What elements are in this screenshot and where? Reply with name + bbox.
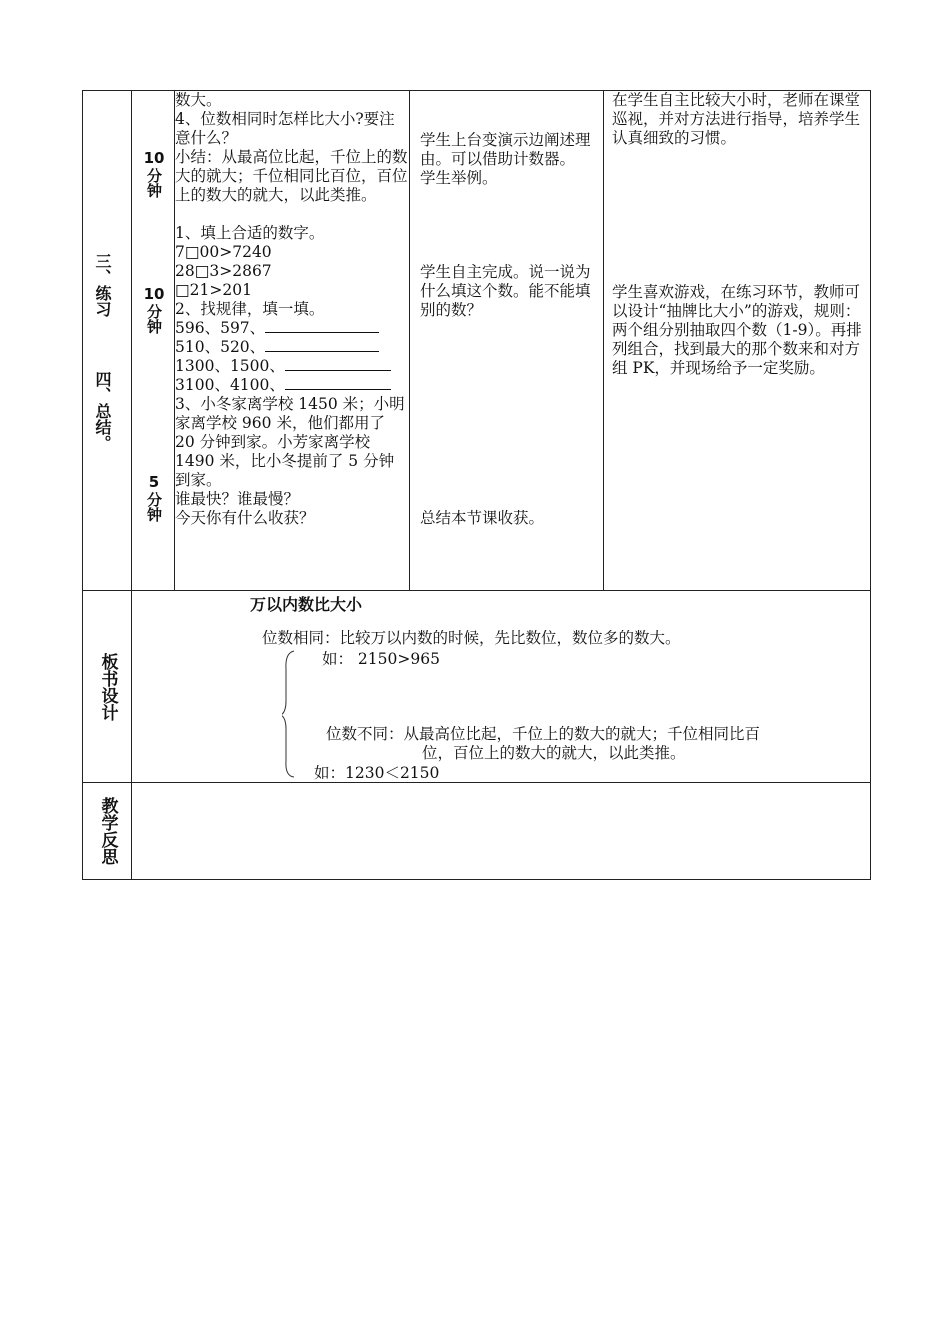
- reflection-label: 教学反思: [97, 797, 118, 865]
- board-content-cell: [132, 591, 871, 783]
- board-example-2: 如：1230＜2150: [314, 764, 440, 782]
- time-1-unit: 分钟: [145, 168, 163, 198]
- stage-cell: [83, 91, 132, 591]
- board-label-cell: [83, 591, 132, 783]
- teaching-content-cell: [175, 91, 410, 591]
- design-intent-cell: [604, 91, 871, 591]
- time-1-minutes: 10: [143, 149, 165, 167]
- time-2-minutes: 10: [143, 285, 165, 303]
- reflection-label-cell: [83, 783, 132, 880]
- student-activity-cell: [410, 91, 604, 591]
- time-block-2: [140, 284, 168, 334]
- exercise-2-item-3: 1300、1500、: [175, 357, 409, 376]
- student-activity-2: 学生举例。: [420, 169, 498, 187]
- time-block-1: [140, 148, 168, 198]
- reflection-content-cell[interactable]: [132, 783, 871, 880]
- stage-summary-label: 四、总结。: [93, 371, 112, 451]
- board-rule-diff-digits-1: 位数不同：从最高位比起，千位上的数大的就大；千位相同比百: [326, 725, 761, 743]
- content-summary: 小结：从最高位比起，千位上的数大的就大；千位相同比百位，百位上的数大的就大，以此类推。: [175, 148, 408, 204]
- reflection-row: [83, 783, 871, 880]
- board-title: 万以内数比大小: [250, 595, 363, 614]
- time-2-unit: 分钟: [145, 304, 163, 334]
- exercise-1-item-1: 7□00>7240: [175, 243, 272, 261]
- design-note-2: 学生喜欢游戏，在练习环节，教师可以设计“抽牌比大小”的游戏，规则：两个组分别抽取四个数（1-9）。再排列组合，找到最大的那个数来和对方组 PK，并现场给予一定奖励。: [612, 283, 862, 377]
- stage-practice-label: 三、练习: [93, 253, 112, 317]
- exercise-2-item-2: 510、520、: [175, 338, 409, 357]
- board-example-1: 如： 2150>965: [322, 650, 440, 668]
- exercise-3-text: 3、小冬家离学校 1450 米；小明家离学校 960 米，他们都用了 20 分钟到家。小芳家离学校 1490 米，比小冬提前了 5 分钟到家。: [175, 395, 405, 489]
- board-rule-diff-digits-2: 位，百位上的数大的就大，以此类推。: [422, 744, 686, 762]
- student-activity-1: 学生上台变演示边阐述理由。可以借助计数器。: [420, 131, 591, 168]
- exercise-1-item-2: 28□3>2867: [175, 262, 272, 280]
- exercise-2-item-1: 596、597、: [175, 319, 409, 338]
- board-row: [83, 591, 871, 783]
- student-activity-3: 学生自主完成。说一说为什么填这个数。能不能填别的数？: [420, 263, 591, 319]
- content-line-1: 数大。: [175, 91, 222, 109]
- lesson-plan-table: [82, 90, 871, 880]
- time-3-unit: 分钟: [145, 492, 163, 522]
- board-rule-same-digits: 位数相同：比较万以内数的时候，先比数位，数位多的数大。: [262, 629, 681, 647]
- student-activity-4: 总结本节课收获。: [420, 509, 545, 527]
- time-block-3: [140, 472, 168, 522]
- exercise-2-item-4: 3100、4100、: [175, 376, 409, 395]
- harvest-text: 今天你有什么收获？: [175, 509, 315, 527]
- brace-icon: [282, 649, 296, 779]
- design-note-1: 在学生自主比较大小时，老师在课堂巡视，并对方法进行指导，培养学生认真细致的习惯。: [612, 91, 861, 147]
- exercise-1-item-3: □21>201: [175, 281, 252, 299]
- exercise-1-title: 1、填上合适的数字。: [175, 224, 325, 242]
- practice-row: [83, 91, 871, 591]
- time-3-minutes: 5: [148, 473, 160, 491]
- exercise-2-title: 2、找规律，填一填。: [175, 300, 325, 318]
- content-line-2: 4、位数相同时怎样比大小?要注意什么？: [175, 110, 395, 147]
- board-label: 板书设计: [97, 652, 118, 721]
- question-text: 谁最快？谁最慢？: [175, 490, 300, 508]
- time-cell: [132, 91, 175, 591]
